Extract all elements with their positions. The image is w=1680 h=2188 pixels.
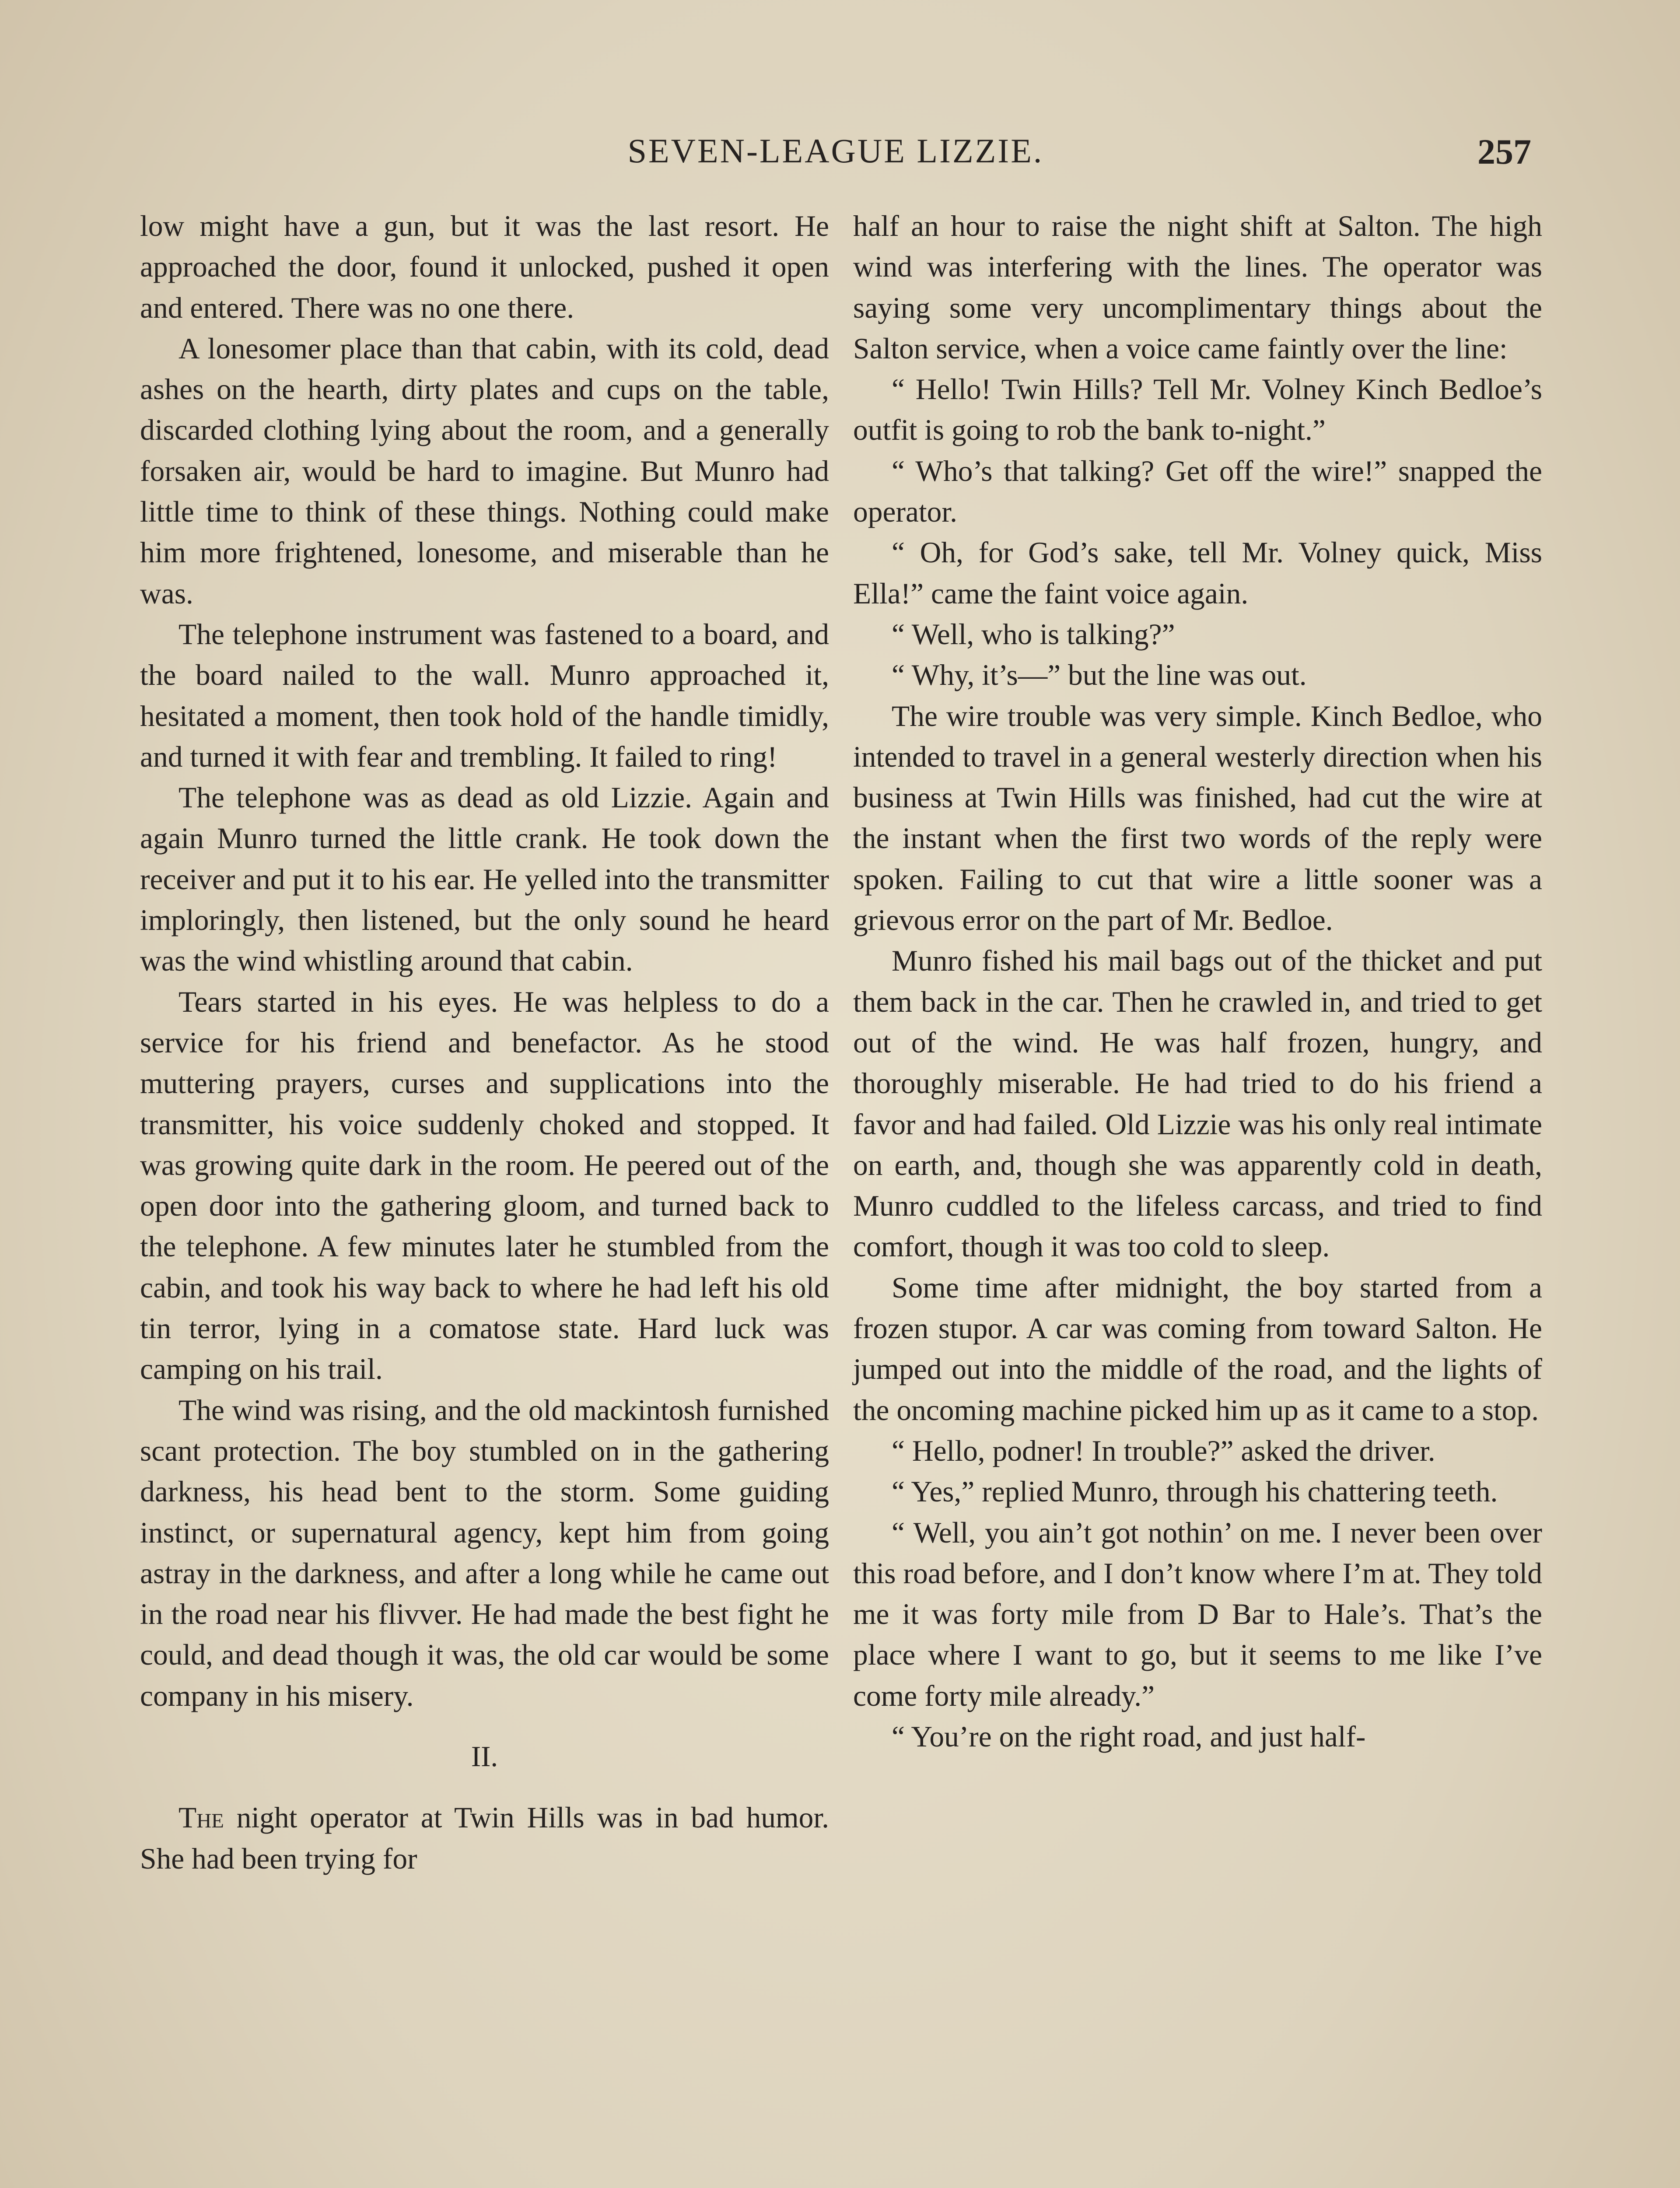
paragraph: “ Why, it’s—” but the line was out.: [892, 659, 1307, 692]
paragraph-text: night operator at Twin Hills was in bad humor. She had been trying for: [140, 1801, 829, 1875]
paragraph: “ Hello! Twin Hills? Tell Mr. Volney Kinch Bedloe’s outfit is going to rob the bank to-night.”: [853, 373, 1542, 447]
right-column: [853, 206, 1542, 1757]
paragraph: A lonesomer place than that cabin, with its cold, dead ashes on the hearth, dirty plates and cups on the table, discarded clothing lying about the room, and a generally forsaken air, would be hard to imagine. But Munro had little time to think of these things. Nothing could make him more frightened, lonesome, and miserable than he was.: [140, 332, 829, 610]
paragraph: “ You’re on the right road, and just half-: [892, 1720, 1366, 1753]
paragraph: “ Well, who is talking?”: [892, 617, 1175, 651]
paragraph: low might have a gun, but it was the last resort. He approached the door, found it unlocked, pushed it open and entered. There was no one there.: [140, 210, 829, 324]
paragraph: “ Who’s that talking? Get off the wire!” snapped the operator.: [853, 454, 1542, 529]
section-number: II.: [471, 1740, 498, 1773]
paragraph: The telephone instrument was fastened to a board, and the board nailed to the wall. Munro approached it, hesitated a moment, then took hold of the handle timidly, and turned it with fear and trembling. It failed to ring!: [140, 617, 829, 773]
paragraph: half an hour to raise the night shift at Salton. The high wind was interfering with the lines. The operator was saying some very uncomplimentary things about the Salton service, when a voice came faintly over the line:: [853, 210, 1542, 365]
paragraph: The wire trouble was very simple. Kinch Bedloe, who intended to travel in a general westerly direction when his business at Twin Hills was finished, had cut the wire at the instant when the first two words of the reply were spoken. Failing to cut that wire a little sooner was a grievous error on the part of Mr. Bedloe.: [853, 699, 1542, 937]
paragraph: “ Yes,” replied Munro, through his chattering teeth.: [892, 1475, 1498, 1508]
paragraph: [140, 1797, 829, 1879]
paragraph: Some time after midnight, the boy started from a frozen stupor. A car was coming from toward Salton. He jumped out into the middle of the road, and the lights of the oncoming machine picked him up as it came to a stop.: [853, 1271, 1542, 1427]
lead-word: The: [178, 1801, 224, 1834]
paragraph: “ Well, you ain’t got nothin’ on me. I never been over this road before, and I don’t know where I’m at. They told me it was forty mile from D Bar to Hale’s. That’s the place where I want to go, but it seems to me like I’ve come forty mile already.”: [853, 1516, 1542, 1712]
paragraph: “ Hello, podner! In trouble?” asked the driver.: [892, 1434, 1435, 1467]
left-column: [140, 206, 829, 1879]
running-head: SEVEN-LEAGUE LIZZIE.: [627, 132, 1044, 170]
paragraph: Tears started in his eyes. He was helpless to do a service for his friend and benefactor. As he stood muttering prayers, curses and supplications into the transmitter, his voice suddenly choked and stopped. It was growing quite dark in the room. He peered out of the open door into the gathering gloom, and turned back to the telephone. A few minutes later he stumbled from the cabin, and took his way back to where he had left his old tin terror, lying in a comatose state. Hard luck was camping on his trail.: [140, 985, 829, 1386]
page-number: 257: [1477, 132, 1531, 172]
paragraph: “ Oh, for God’s sake, tell Mr. Volney quick, Miss Ella!” came the faint voice again.: [853, 536, 1542, 610]
paragraph: Munro fished his mail bags out of the thicket and put them back in the car. Then he crawled in, and tried to get out of the wind. He was half frozen, hungry, and thoroughly miserable. He had tried to do his friend a favor and had failed. Old Lizzie was his only real intimate on earth, and, though she was apparently cold in death, Munro cuddled to the lifeless carcass, and tried to find comfort, though it was too cold to sleep.: [853, 944, 1542, 1263]
paragraph: The wind was rising, and the old mackintosh furnished scant protection. The boy stumbled on in the gathering darkness, his head bent to the storm. Some guiding instinct, or supernatural agency, kept him from going astray in the darkness, and after a long while he came out in the road near his flivver. He had made the best fight he could, and dead though it was, the old car would be some company in his misery.: [140, 1393, 829, 1712]
paragraph: The telephone was as dead as old Lizzie. Again and again Munro turned the little crank. He took down the receiver and put it to his ear. He yelled into the transmitter imploringly, then listened, but the only sound he heard was the wind whistling around that cabin.: [140, 781, 829, 978]
page-header: [140, 131, 1531, 179]
